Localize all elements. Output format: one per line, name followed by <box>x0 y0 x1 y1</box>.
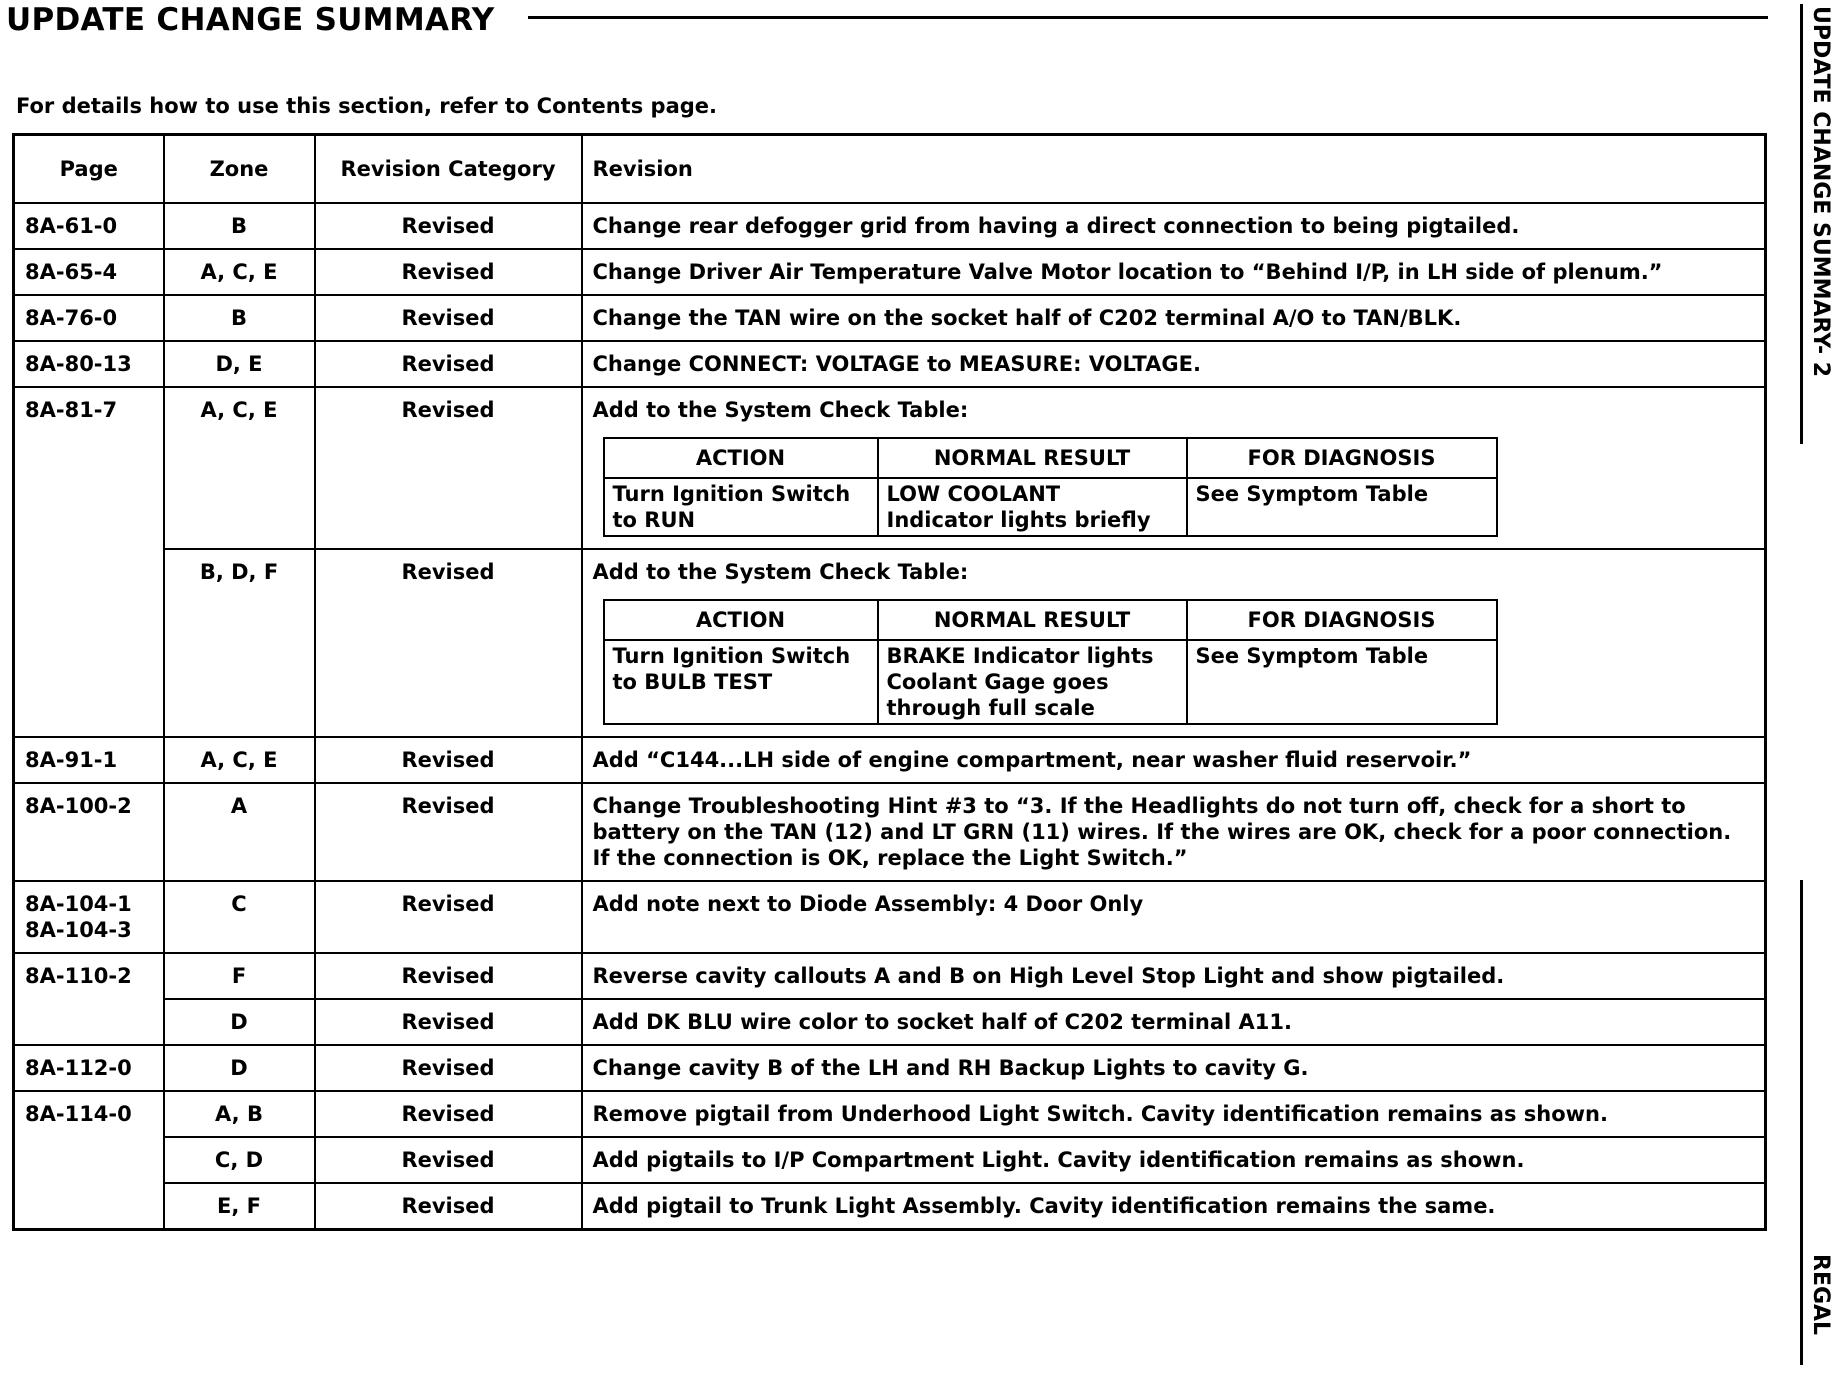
category-cell: Revised <box>315 737 582 783</box>
page-title: UPDATE CHANGE SUMMARY <box>6 2 495 38</box>
table-row <box>14 549 1766 737</box>
zone-cell: D, E <box>164 341 315 387</box>
zone-cell: E, F <box>164 1183 315 1230</box>
action-line: Turn Ignition Switch <box>612 644 851 668</box>
side-model-label: REGAL <box>1808 1254 1833 1336</box>
zone-cell: B <box>164 203 315 249</box>
side-rule-top <box>1800 4 1803 444</box>
header-revision-category: Revision Category <box>315 135 582 204</box>
zone-cell: D <box>164 1045 315 1091</box>
action-line: to RUN <box>612 508 696 532</box>
category-cell: Revised <box>315 953 582 999</box>
revision-cell: Add DK BLU wire color to socket half of C202 terminal A11. <box>582 999 1766 1045</box>
category-cell: Revised <box>315 203 582 249</box>
zone-cell: A, C, E <box>164 737 315 783</box>
page-cell: 8A-76-0 <box>14 295 164 341</box>
page-cell: 8A-80-13 <box>14 341 164 387</box>
revision-cell: Remove pigtail from Underhood Light Switch. Cavity identification remains as shown. <box>582 1091 1766 1137</box>
revision-cell: Change Driver Air Temperature Valve Motor location to “Behind I/P, in LH side of plenum.” <box>582 249 1766 295</box>
revision-cell: Change the TAN wire on the socket half of C202 terminal A/O to TAN/BLK. <box>582 295 1766 341</box>
zone-cell: A, C, E <box>164 249 315 295</box>
table-header-row <box>14 135 1766 204</box>
page-cell: 8A-114-0 <box>14 1091 164 1230</box>
revision-cell: Change CONNECT: VOLTAGE to MEASURE: VOLTAGE. <box>582 341 1766 387</box>
page-line: 8A-104-3 <box>25 918 132 942</box>
page-cell <box>14 881 164 953</box>
table-row <box>14 387 1766 549</box>
action-cell <box>604 478 878 536</box>
table-row <box>14 295 1766 341</box>
header-zone: Zone <box>164 135 315 204</box>
side-tab-label: UPDATE CHANGE SUMMARY- 2 <box>1808 6 1833 378</box>
zone-cell: A, C, E <box>164 387 315 549</box>
revision-cell: Add “C144...LH side of engine compartment, near washer fluid reservoir.” <box>582 737 1766 783</box>
normal-result-header: NORMAL RESULT <box>878 600 1187 640</box>
category-cell: Revised <box>315 881 582 953</box>
category-cell: Revised <box>315 1091 582 1137</box>
zone-cell: B, D, F <box>164 549 315 737</box>
action-header: ACTION <box>604 600 878 640</box>
zone-cell: C, D <box>164 1137 315 1183</box>
revision-cell: Change cavity B of the LH and RH Backup Lights to cavity G. <box>582 1045 1766 1091</box>
category-cell: Revised <box>315 549 582 737</box>
revision-cell <box>582 549 1766 737</box>
category-cell: Revised <box>315 387 582 549</box>
page-cell: 8A-112-0 <box>14 1045 164 1091</box>
zone-cell: A <box>164 783 315 881</box>
result-line: LOW COOLANT <box>886 482 1061 506</box>
table-row <box>14 999 1766 1045</box>
category-cell: Revised <box>315 783 582 881</box>
action-header: ACTION <box>604 438 878 478</box>
table-row <box>14 341 1766 387</box>
system-check-header-row <box>604 600 1497 640</box>
system-check-row <box>604 640 1497 724</box>
title-rule <box>528 16 1768 19</box>
page-cell: 8A-81-7 <box>14 387 164 737</box>
page-cell: 8A-61-0 <box>14 203 164 249</box>
header-revision: Revision <box>582 135 1766 204</box>
zone-cell: A, B <box>164 1091 315 1137</box>
for-diagnosis-header: FOR DIAGNOSIS <box>1187 600 1497 640</box>
revision-cell: Reverse cavity callouts A and B on High Level Stop Light and show pigtailed. <box>582 953 1766 999</box>
normal-result-cell <box>878 478 1187 536</box>
page-cell: 8A-91-1 <box>14 737 164 783</box>
normal-result-cell <box>878 640 1187 724</box>
zone-cell: F <box>164 953 315 999</box>
category-cell: Revised <box>315 1183 582 1230</box>
result-line: BRAKE Indicator lights <box>886 644 1154 668</box>
zone-cell: C <box>164 881 315 953</box>
category-cell: Revised <box>315 341 582 387</box>
revision-cell: Add pigtail to Trunk Light Assembly. Cavity identification remains the same. <box>582 1183 1766 1230</box>
system-check-row <box>604 478 1497 536</box>
change-summary-table <box>12 133 1767 1231</box>
for-diagnosis-cell: See Symptom Table <box>1187 640 1497 724</box>
table-row <box>14 1045 1766 1091</box>
result-line: Coolant Gage goes <box>886 670 1109 694</box>
for-diagnosis-cell: See Symptom Table <box>1187 478 1497 536</box>
table-row <box>14 203 1766 249</box>
header-page: Page <box>14 135 164 204</box>
revision-cell <box>582 387 1766 549</box>
revision-cell: Change rear defogger grid from having a direct connection to being pigtailed. <box>582 203 1766 249</box>
revision-cell: Add note next to Diode Assembly: 4 Door Only <box>582 881 1766 953</box>
table-row <box>14 953 1766 999</box>
page-line: 8A-104-1 <box>25 892 132 916</box>
page-cell: 8A-65-4 <box>14 249 164 295</box>
for-diagnosis-header: FOR DIAGNOSIS <box>1187 438 1497 478</box>
page-cell: 8A-100-2 <box>14 783 164 881</box>
table-row <box>14 1091 1766 1137</box>
zone-cell: B <box>164 295 315 341</box>
action-line: Turn Ignition Switch <box>612 482 851 506</box>
revision-cell: Change Troubleshooting Hint #3 to “3. If the Headlights do not turn off, check for a short to battery on the TAN (12) and LT GRN (11) wires. If the wires are OK, check for a poor connection. If the connection is OK, replace the Light Switch.” <box>582 783 1766 881</box>
revision-cell: Add pigtails to I/P Compartment Light. Cavity identification remains as shown. <box>582 1137 1766 1183</box>
table-row <box>14 249 1766 295</box>
table-row <box>14 737 1766 783</box>
category-cell: Revised <box>315 249 582 295</box>
system-check-table <box>603 437 1498 537</box>
category-cell: Revised <box>315 1045 582 1091</box>
revision-text: Add to the System Check Table: <box>592 398 969 422</box>
category-cell: Revised <box>315 295 582 341</box>
action-line: to BULB TEST <box>612 670 773 694</box>
zone-cell: D <box>164 999 315 1045</box>
normal-result-header: NORMAL RESULT <box>878 438 1187 478</box>
system-check-header-row <box>604 438 1497 478</box>
action-cell <box>604 640 878 724</box>
result-line: through full scale <box>886 696 1095 720</box>
table-row <box>14 783 1766 881</box>
intro-text: For details how to use this section, refer to Contents page. <box>16 94 717 118</box>
side-rule-bottom <box>1800 880 1803 1365</box>
table-row <box>14 1137 1766 1183</box>
category-cell: Revised <box>315 999 582 1045</box>
table-row <box>14 1183 1766 1230</box>
result-line: Indicator lights briefly <box>886 508 1151 532</box>
revision-text: Add to the System Check Table: <box>592 560 969 584</box>
table-row <box>14 881 1766 953</box>
page-cell: 8A-110-2 <box>14 953 164 1045</box>
system-check-table <box>603 599 1498 725</box>
category-cell: Revised <box>315 1137 582 1183</box>
